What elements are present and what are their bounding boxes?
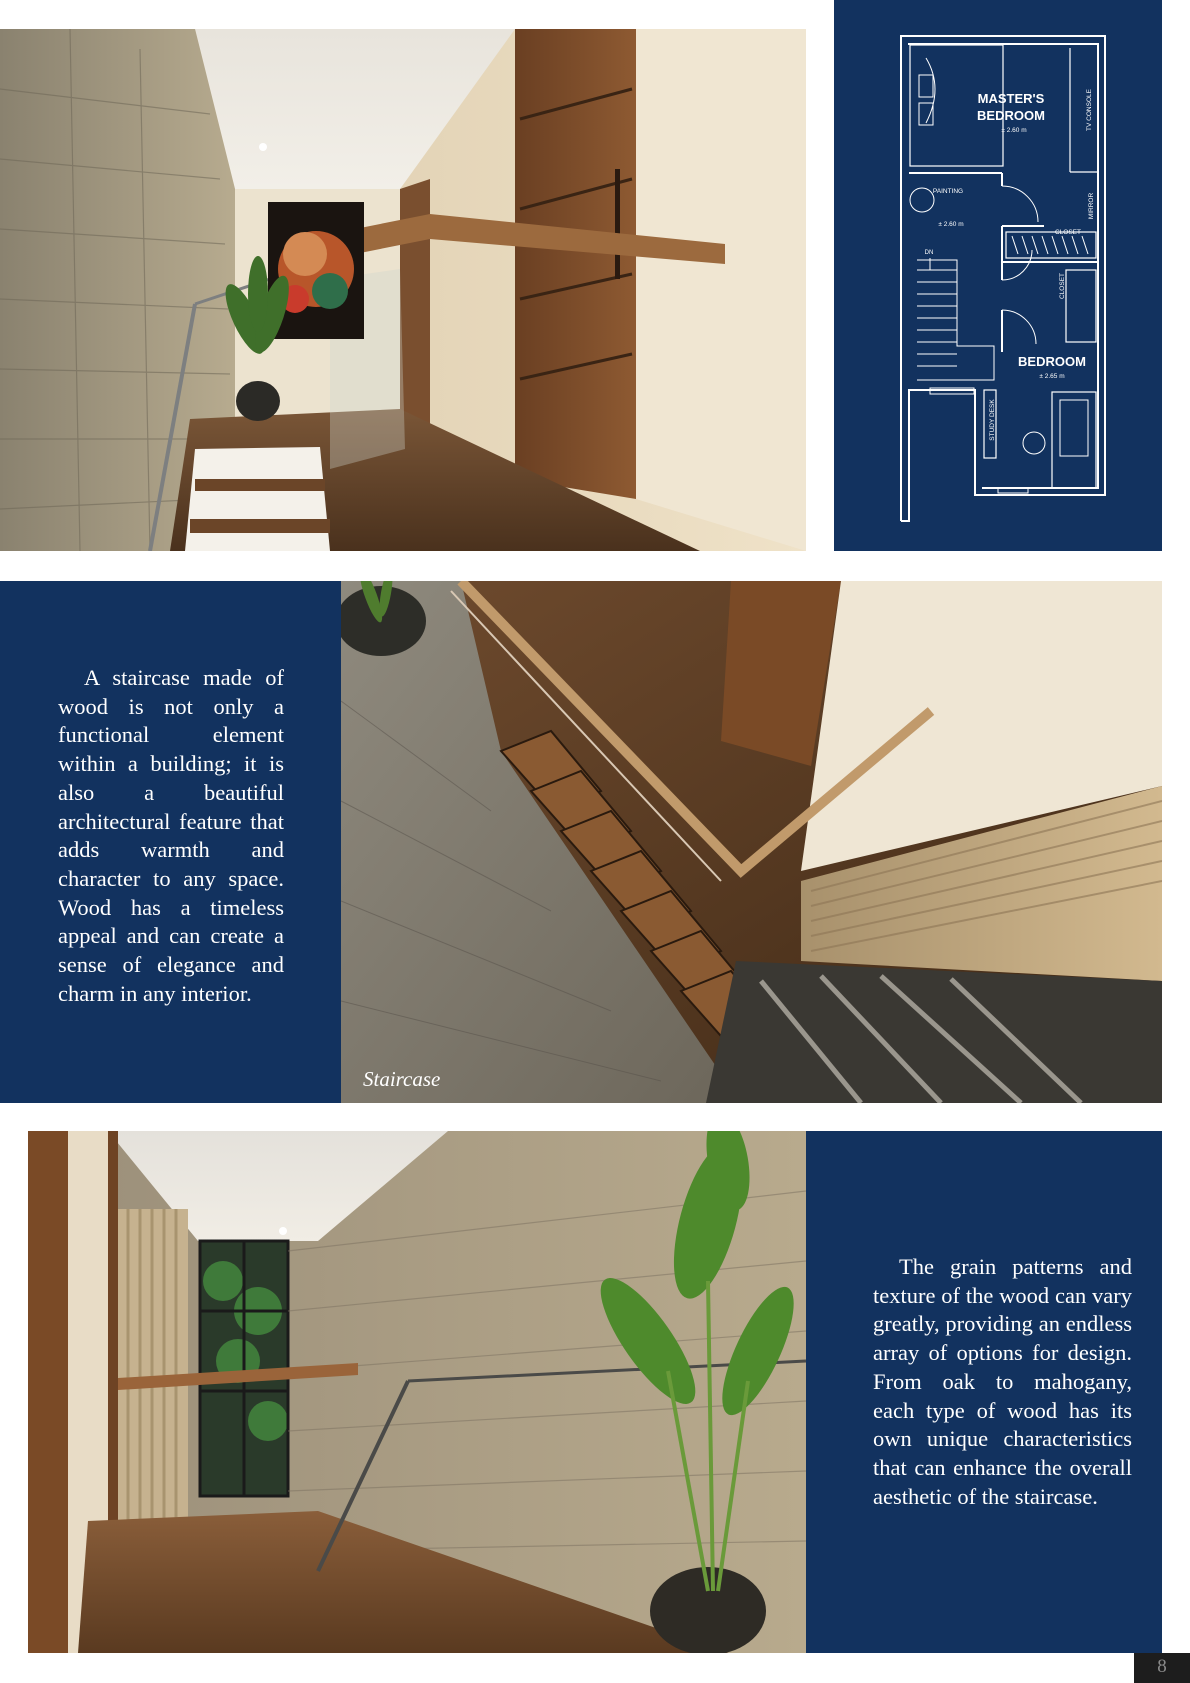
mirror-label: MIRROR (1088, 192, 1095, 220)
bedroom-level: ± 2.65 m (1039, 373, 1065, 380)
floor-plan (834, 0, 1162, 551)
tv-console-label: TV CONSOLE (1086, 89, 1093, 131)
body-paragraph-2: The grain patterns and texture of the wood can vary greatly, providing an endless array of options for design. From oak to mahogany, each type of wood has its own unique characteristics that can enhance the overall aesthetic of the staircase. (873, 1254, 1132, 1509)
stairwell-photo (28, 1131, 806, 1653)
page-number-box (1134, 1653, 1190, 1683)
closet-label: CLOSET (1054, 229, 1082, 236)
hallway-photo (0, 29, 806, 551)
floor-plan-panel (834, 0, 1162, 551)
painting-label: PAINTING (932, 188, 964, 195)
master-bedroom-label: MASTER'S (977, 91, 1045, 106)
master-bedroom-level: ± 2.60 m (1001, 127, 1027, 134)
bedroom-label: BEDROOM (1018, 354, 1086, 369)
closet-label-2: CLOSET (1059, 272, 1066, 300)
page-number: 8 (1157, 1656, 1167, 1677)
stair-down-label: DN (924, 250, 934, 256)
master-bedroom-label-line2: BEDROOM (977, 108, 1045, 123)
hall-level: ± 2.60 m (938, 221, 964, 228)
staircase-photo (341, 581, 1162, 1103)
photo-caption: Staircase (363, 1067, 441, 1091)
body-paragraph-1: A staircase made of wood is not only a functional element within a building; it is also a beautiful architectural feature that adds warmth and character to any space. Wood has a timeless appeal and can create a sense of elegance and charm in any interior. (58, 665, 284, 1006)
study-desk-label: STUDY DESK (989, 399, 996, 441)
